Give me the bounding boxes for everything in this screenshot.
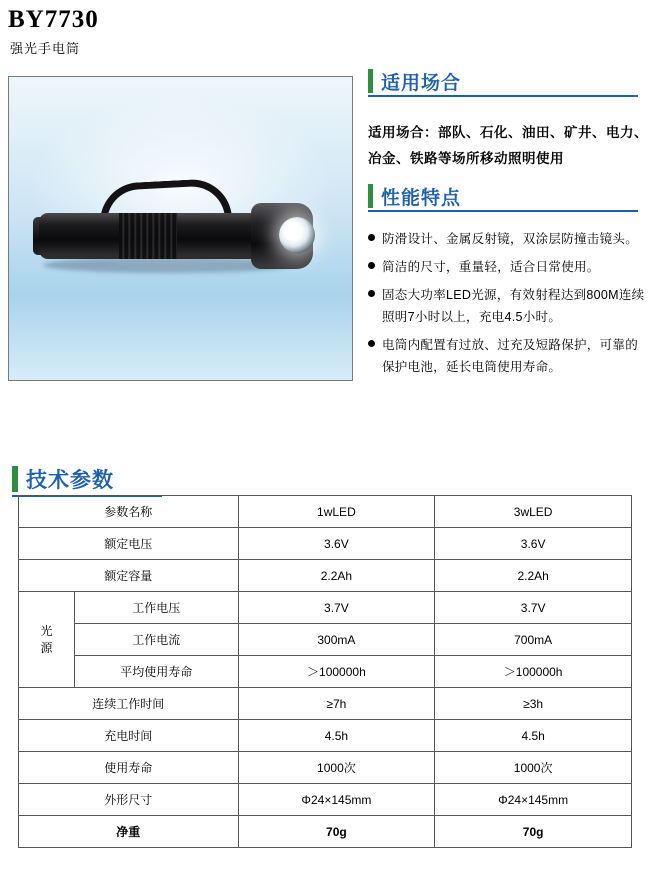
list-item [368,284,650,328]
table-cell: 3.6V [435,528,632,560]
usage-heading-accent [368,69,373,93]
table-cell: 1000次 [238,752,435,784]
table-row [19,784,632,816]
tech-heading-label: 技术参数 [26,469,114,492]
table-cell: 3.6V [238,528,435,560]
flashlight-lens [279,217,315,253]
table-cell: 4.5h [238,720,435,752]
flashlight-grip [119,213,177,259]
table-header-cell: 3wLED [435,496,632,528]
group-label-line2: 源 [40,640,53,655]
feature-text: 简洁的尺寸，重量轻，适合日常使用。 [382,260,600,274]
table-group-label [19,592,75,688]
table-cell: 300mA [238,624,435,656]
table-cell: ＞100000h [435,656,632,688]
tech-heading-accent [12,466,18,492]
features-heading-accent [368,184,373,208]
table-row [19,752,632,784]
table-cell: 2.2Ah [238,560,435,592]
table-cell: 1000次 [435,752,632,784]
table-row [19,656,632,688]
table-row [19,816,632,848]
usage-text: 适用场合：部队、石化、油田、矿井、电力、冶金、铁路等场所移动照明使用 [368,125,648,166]
table-row [19,496,632,528]
product-photo [8,76,353,381]
table-row-label: 额定容量 [19,560,239,592]
tech-heading [12,466,162,492]
table-cell: Φ24×145mm [238,784,435,816]
table-row-label: 额定电压 [19,528,239,560]
table-row [19,528,632,560]
table-row-label: 充电时间 [19,720,239,752]
table-row-label: 工作电压 [74,592,238,624]
tech-params-table [18,495,632,848]
list-item [368,228,650,250]
bullet-icon [368,234,375,241]
page-title: BY7730 [8,6,99,33]
table-cell: 4.5h [435,720,632,752]
table-row [19,592,632,624]
table-row-label: 工作电流 [74,624,238,656]
bullet-icon [368,290,375,297]
table-row [19,688,632,720]
features-heading-label: 性能特点 [381,187,462,209]
table-cell: ≥7h [238,688,435,720]
bullet-icon [368,340,375,347]
table-cell: 700mA [435,624,632,656]
table-header-cell: 参数名称 [19,496,239,528]
features-list [368,228,650,384]
table-cell: 2.2Ah [435,560,632,592]
table-cell: Φ24×145mm [435,784,632,816]
features-heading-rule [368,210,638,212]
table-row-label: 外形尺寸 [19,784,239,816]
table-row-label: 净重 [19,816,239,848]
table-cell: ≥3h [435,688,632,720]
table-row [19,560,632,592]
page-subtitle: 强光手电筒 [10,41,81,56]
table-row [19,720,632,752]
table-cell: 70g [238,816,435,848]
flashlight-illustration [33,181,329,289]
table-row [19,624,632,656]
usage-heading-label: 适用场合 [381,72,462,94]
table-cell: 3.7V [435,592,632,624]
usage-heading [368,68,638,94]
table-row-label: 使用寿命 [19,752,239,784]
features-heading [368,183,638,209]
feature-text: 电筒内配置有过放、过充及短路保护，可靠的保护电池，延长电筒使用寿命。 [382,338,639,374]
table-row-label: 平均使用寿命 [74,656,238,688]
group-label-line1: 光 [40,623,53,638]
table-cell: ＞100000h [238,656,435,688]
list-item [368,334,650,378]
feature-text: 防滑设计、金属反射镜，双涂层防撞击镜头。 [382,232,639,246]
table-cell: 70g [435,816,632,848]
table-row-label: 连续工作时间 [19,688,239,720]
table-cell: 3.7V [238,592,435,624]
usage-heading-rule [368,95,638,97]
bullet-icon [368,262,375,269]
feature-text: 固态大功率LED光源，有效射程达到800M连续照明7小时以上，充电4.5小时。 [382,288,645,324]
table-header-cell: 1wLED [238,496,435,528]
list-item [368,256,650,278]
